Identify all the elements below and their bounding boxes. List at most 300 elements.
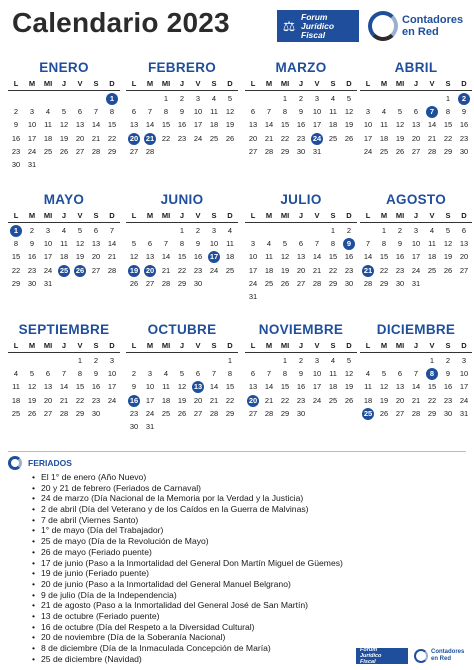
day: 29 bbox=[177, 278, 187, 288]
day: 4 bbox=[61, 226, 67, 235]
day: 18 bbox=[328, 120, 338, 130]
day: 9 bbox=[93, 369, 99, 379]
day: 13 bbox=[296, 252, 306, 262]
weekday-label: M bbox=[146, 79, 154, 88]
empty-day bbox=[392, 355, 408, 368]
day: 6 bbox=[131, 107, 137, 117]
weekday-label: MI bbox=[161, 211, 171, 220]
day: 7 bbox=[163, 239, 169, 249]
weekday-label: M bbox=[146, 211, 154, 220]
day: 13 bbox=[75, 120, 85, 130]
day: 17 bbox=[459, 382, 469, 392]
day: 5 bbox=[445, 226, 451, 235]
day: 22 bbox=[161, 133, 171, 143]
empty-day bbox=[56, 93, 72, 106]
day: 10 bbox=[209, 239, 219, 249]
day: 26 bbox=[443, 265, 453, 275]
holiday-item: • 13 de octubre (Feriado puente) bbox=[32, 611, 466, 622]
day: 23 bbox=[91, 395, 101, 405]
day: 31 bbox=[27, 159, 37, 169]
forum-juridico-fiscal-footer-logo bbox=[356, 648, 408, 664]
day: 1 bbox=[282, 94, 288, 103]
day: 17 bbox=[145, 395, 155, 405]
month-agosto bbox=[360, 190, 472, 291]
day: 12 bbox=[177, 382, 187, 392]
day: 21 bbox=[107, 252, 117, 262]
day: 30 bbox=[395, 278, 405, 288]
month-noviembre bbox=[245, 320, 357, 421]
weekday-header bbox=[126, 340, 238, 353]
day: 4 bbox=[227, 226, 233, 235]
empty-day bbox=[360, 225, 376, 238]
empty-day bbox=[293, 225, 309, 238]
day: 16 bbox=[443, 382, 453, 392]
day: 24 bbox=[312, 395, 322, 405]
weekday-header bbox=[245, 340, 357, 353]
holiday-day: 7 bbox=[426, 106, 438, 118]
day: 7 bbox=[314, 239, 320, 249]
day: 19 bbox=[27, 395, 37, 405]
weekday-label: S bbox=[93, 341, 99, 350]
weekday-label: MI bbox=[280, 211, 290, 220]
day: 18 bbox=[379, 133, 389, 143]
day: 27 bbox=[145, 278, 155, 288]
day: 10 bbox=[411, 239, 421, 249]
day: 1 bbox=[282, 356, 288, 365]
day: 17 bbox=[107, 382, 117, 392]
day: 30 bbox=[27, 278, 37, 288]
day: 21 bbox=[91, 133, 101, 143]
day: 7 bbox=[93, 107, 99, 117]
day: 12 bbox=[379, 382, 389, 392]
weekday-label: S bbox=[330, 211, 336, 220]
day: 7 bbox=[109, 226, 115, 235]
day: 8 bbox=[330, 239, 336, 249]
holidays-list bbox=[32, 472, 466, 664]
brand-contadores-line2: en Red bbox=[402, 26, 439, 38]
holiday-item: • 21 de agosto (Paso a la Inmortalidad del General José de San Martín) bbox=[32, 600, 466, 611]
weekday-label: V bbox=[429, 341, 435, 350]
day: 3 bbox=[45, 226, 51, 235]
day: 26 bbox=[379, 408, 389, 418]
day: 25 bbox=[379, 146, 389, 156]
day: 23 bbox=[395, 265, 405, 275]
day: 28 bbox=[264, 146, 274, 156]
day: 3 bbox=[461, 356, 467, 365]
holiday-item: • 7 de abril (Viernes Santo) bbox=[32, 515, 466, 526]
empty-day bbox=[245, 93, 261, 106]
day: 12 bbox=[395, 120, 405, 130]
day: 17 bbox=[248, 265, 258, 275]
empty-day bbox=[408, 355, 424, 368]
day: 17 bbox=[312, 382, 322, 392]
days-grid bbox=[245, 91, 357, 159]
day: 1 bbox=[77, 356, 83, 365]
day: 25 bbox=[264, 278, 274, 288]
day: 15 bbox=[443, 120, 453, 130]
day: 25 bbox=[161, 408, 171, 418]
day: 13 bbox=[43, 382, 53, 392]
scales-icon: ⚖ bbox=[282, 17, 296, 34]
weekday-label: MI bbox=[43, 79, 53, 88]
day: 17 bbox=[411, 252, 421, 262]
month-name: OCTUBRE bbox=[147, 322, 217, 337]
weekday-label: V bbox=[77, 211, 83, 220]
day: 6 bbox=[93, 226, 99, 235]
weekday-label: D bbox=[461, 341, 467, 350]
day: 19 bbox=[75, 252, 85, 262]
day: 1 bbox=[163, 94, 169, 103]
day: 16 bbox=[11, 133, 21, 143]
day: 12 bbox=[280, 252, 290, 262]
month-name: NOVIEMBRE bbox=[258, 322, 344, 337]
weekday-label: MI bbox=[43, 341, 53, 350]
forum-juridico-fiscal-logo bbox=[277, 10, 359, 42]
day: 11 bbox=[44, 120, 52, 130]
day: 28 bbox=[427, 146, 437, 156]
day: 18 bbox=[427, 252, 437, 262]
empty-day bbox=[56, 355, 72, 368]
day: 21 bbox=[427, 133, 437, 143]
empty-day bbox=[408, 93, 424, 106]
day: 11 bbox=[60, 239, 68, 249]
day: 20 bbox=[43, 395, 53, 405]
day: 24 bbox=[43, 265, 53, 275]
day: 28 bbox=[59, 408, 69, 418]
holiday-day: 25 bbox=[363, 408, 373, 418]
day: 16 bbox=[91, 382, 101, 392]
divider bbox=[8, 451, 466, 452]
day: 4 bbox=[429, 226, 435, 235]
day: 2 bbox=[445, 356, 451, 365]
day: 30 bbox=[344, 278, 354, 288]
day: 14 bbox=[59, 382, 69, 392]
day: 22 bbox=[443, 133, 453, 143]
day: 21 bbox=[411, 395, 421, 405]
day: 7 bbox=[266, 369, 272, 379]
day: 6 bbox=[77, 107, 83, 117]
month-name: JUNIO bbox=[160, 192, 204, 207]
day: 10 bbox=[312, 369, 322, 379]
day: 22 bbox=[379, 265, 389, 275]
weekday-label: MI bbox=[161, 341, 171, 350]
weekday-label: M bbox=[28, 211, 36, 220]
day: 24 bbox=[27, 146, 37, 156]
days-grid bbox=[245, 223, 357, 304]
day: 28 bbox=[264, 408, 274, 418]
footer-contadores-line1: Contadores bbox=[431, 649, 465, 655]
empty-day bbox=[40, 93, 56, 106]
day: 12 bbox=[27, 382, 37, 392]
contadores-en-red-footer-logo bbox=[414, 649, 464, 663]
day: 2 bbox=[179, 94, 185, 103]
day: 15 bbox=[328, 252, 338, 262]
day: 15 bbox=[75, 382, 85, 392]
day: 29 bbox=[328, 278, 338, 288]
weekday-label: MI bbox=[395, 79, 405, 88]
days-grid bbox=[360, 91, 472, 159]
weekday-label: M bbox=[380, 79, 388, 88]
day: 23 bbox=[193, 265, 203, 275]
weekday-label: D bbox=[461, 79, 467, 88]
day: 21 bbox=[161, 265, 171, 275]
empty-day bbox=[40, 355, 56, 368]
day: 5 bbox=[227, 94, 233, 103]
month-julio bbox=[245, 190, 357, 304]
weekday-label: S bbox=[445, 341, 451, 350]
day: 31 bbox=[459, 408, 469, 418]
day: 26 bbox=[27, 408, 37, 418]
holiday-item: • 20 de noviembre (Día de la Soberanía Nacional) bbox=[32, 632, 466, 643]
day: 18 bbox=[43, 133, 53, 143]
holiday-item: • 20 y 21 de febrero (Feriados de Carnaval) bbox=[32, 483, 466, 494]
footer-contadores-line2: en Red bbox=[431, 656, 452, 662]
day: 19 bbox=[280, 265, 290, 275]
empty-day bbox=[72, 93, 88, 106]
empty-day bbox=[245, 225, 261, 238]
day: 31 bbox=[145, 421, 155, 431]
day: 13 bbox=[129, 120, 139, 130]
day: 1 bbox=[445, 94, 451, 103]
day: 29 bbox=[11, 278, 21, 288]
days-grid bbox=[8, 91, 120, 172]
day: 9 bbox=[195, 239, 201, 249]
day: 12 bbox=[225, 107, 235, 117]
day: 19 bbox=[344, 382, 354, 392]
day: 2 bbox=[346, 226, 352, 235]
weekday-label: J bbox=[298, 341, 304, 350]
day: 18 bbox=[363, 395, 373, 405]
holiday-day: 9 bbox=[343, 238, 355, 250]
empty-day bbox=[206, 355, 222, 368]
holiday-item: • 26 de mayo (Feriado puente) bbox=[32, 547, 466, 558]
day: 9 bbox=[131, 382, 137, 392]
weekday-header bbox=[360, 340, 472, 353]
day: 24 bbox=[363, 146, 373, 156]
day: 16 bbox=[177, 120, 187, 130]
weekday-label: L bbox=[365, 79, 371, 88]
month-name: ENERO bbox=[39, 60, 89, 75]
day: 22 bbox=[427, 395, 437, 405]
day: 29 bbox=[443, 146, 453, 156]
day: 8 bbox=[179, 239, 185, 249]
day: 15 bbox=[280, 382, 290, 392]
day: 15 bbox=[280, 120, 290, 130]
holiday-day: 20 bbox=[129, 133, 139, 143]
empty-day bbox=[309, 225, 325, 238]
day: 4 bbox=[365, 369, 371, 379]
weekday-label: D bbox=[109, 79, 115, 88]
weekday-label: D bbox=[109, 341, 115, 350]
day: 24 bbox=[193, 133, 203, 143]
day: 21 bbox=[209, 395, 219, 405]
day: 23 bbox=[296, 395, 306, 405]
empty-day bbox=[142, 225, 158, 238]
day: 10 bbox=[107, 369, 117, 379]
day: 23 bbox=[129, 408, 139, 418]
empty-day bbox=[174, 355, 190, 368]
weekday-label: S bbox=[93, 211, 99, 220]
day: 20 bbox=[91, 252, 101, 262]
day: 2 bbox=[93, 356, 99, 365]
footer-forum-line1: Forum bbox=[360, 647, 378, 653]
weekday-label: V bbox=[314, 341, 320, 350]
weekday-header bbox=[360, 210, 472, 223]
days-grid bbox=[8, 353, 120, 421]
day: 24 bbox=[107, 395, 117, 405]
empty-day bbox=[376, 355, 392, 368]
day: 30 bbox=[193, 278, 203, 288]
footer-forum-line3: Fiscal bbox=[360, 659, 376, 665]
day: 30 bbox=[443, 408, 453, 418]
day: 8 bbox=[109, 107, 115, 117]
day: 26 bbox=[344, 133, 354, 143]
day: 10 bbox=[43, 239, 53, 249]
day: 18 bbox=[11, 395, 21, 405]
weekday-label: L bbox=[250, 341, 256, 350]
day: 13 bbox=[411, 120, 421, 130]
day: 11 bbox=[380, 120, 388, 130]
header bbox=[0, 0, 474, 52]
day: 20 bbox=[395, 395, 405, 405]
weekday-header bbox=[245, 210, 357, 223]
day: 9 bbox=[298, 369, 304, 379]
day: 28 bbox=[91, 146, 101, 156]
day: 16 bbox=[395, 252, 405, 262]
day: 24 bbox=[459, 395, 469, 405]
month-marzo bbox=[245, 58, 357, 159]
holiday-day: 2 bbox=[458, 93, 470, 105]
days-grid bbox=[360, 223, 472, 291]
day: 19 bbox=[379, 395, 389, 405]
weekday-label: J bbox=[179, 211, 185, 220]
weekday-label: L bbox=[365, 211, 371, 220]
day: 3 bbox=[109, 356, 115, 365]
day: 17 bbox=[27, 133, 37, 143]
day: 19 bbox=[59, 133, 69, 143]
empty-day bbox=[360, 355, 376, 368]
weekday-label: M bbox=[380, 341, 388, 350]
day: 5 bbox=[179, 369, 185, 379]
page-title: Calendario 2023 bbox=[12, 7, 230, 38]
weekday-label: MI bbox=[395, 341, 405, 350]
day: 30 bbox=[129, 421, 139, 431]
day: 26 bbox=[280, 278, 290, 288]
day: 26 bbox=[225, 133, 235, 143]
empty-day bbox=[8, 355, 24, 368]
weekday-header bbox=[8, 210, 120, 223]
holiday-day: 20 bbox=[248, 395, 258, 405]
day: 15 bbox=[225, 382, 235, 392]
day: 10 bbox=[363, 120, 373, 130]
day: 30 bbox=[296, 408, 306, 418]
day: 27 bbox=[193, 408, 203, 418]
day: 8 bbox=[282, 369, 288, 379]
brand-forum-line3: Fiscal bbox=[301, 29, 326, 40]
weekday-label: J bbox=[61, 79, 67, 88]
day: 3 bbox=[147, 369, 153, 379]
day: 22 bbox=[11, 265, 21, 275]
holidays-section bbox=[8, 456, 466, 664]
weekday-label: V bbox=[314, 79, 320, 88]
day: 24 bbox=[411, 265, 421, 275]
day: 2 bbox=[13, 107, 19, 117]
day: 16 bbox=[296, 382, 306, 392]
weekday-label: J bbox=[413, 211, 419, 220]
day: 22 bbox=[177, 265, 187, 275]
day: 2 bbox=[29, 226, 35, 235]
holiday-item: • 25 de mayo (Día de la Revolución de Mayo) bbox=[32, 536, 466, 547]
day: 10 bbox=[145, 382, 155, 392]
day: 7 bbox=[413, 369, 419, 379]
day: 28 bbox=[145, 146, 155, 156]
day: 1 bbox=[179, 226, 185, 235]
empty-day bbox=[392, 93, 408, 106]
day: 3 bbox=[29, 107, 35, 117]
weekday-label: M bbox=[265, 211, 273, 220]
weekday-label: M bbox=[28, 79, 36, 88]
day: 13 bbox=[248, 382, 258, 392]
day: 17 bbox=[312, 120, 322, 130]
contadores-en-red-logo bbox=[368, 8, 463, 44]
weekday-label: D bbox=[346, 341, 352, 350]
weekday-label: J bbox=[413, 341, 419, 350]
day: 30 bbox=[91, 408, 101, 418]
weekday-label: MI bbox=[161, 79, 171, 88]
day: 2 bbox=[131, 369, 137, 379]
day: 1 bbox=[330, 226, 336, 235]
day: 20 bbox=[411, 133, 421, 143]
empty-day bbox=[261, 225, 277, 238]
day: 4 bbox=[45, 107, 51, 117]
day: 29 bbox=[280, 408, 290, 418]
day: 18 bbox=[161, 395, 171, 405]
empty-day bbox=[8, 93, 24, 106]
weekday-label: S bbox=[211, 211, 217, 220]
empty-day bbox=[360, 93, 376, 106]
day: 12 bbox=[344, 107, 354, 117]
day: 24 bbox=[145, 408, 155, 418]
weekday-label: V bbox=[195, 341, 201, 350]
day: 6 bbox=[397, 369, 403, 379]
day: 12 bbox=[59, 120, 69, 130]
day: 14 bbox=[161, 252, 171, 262]
day: 4 bbox=[266, 239, 272, 249]
weekday-label: J bbox=[298, 211, 304, 220]
weekday-header bbox=[8, 340, 120, 353]
holidays-title: FERIADOS bbox=[28, 458, 72, 468]
day: 25 bbox=[225, 265, 235, 275]
day: 22 bbox=[107, 133, 117, 143]
holiday-day: 1 bbox=[106, 93, 118, 105]
day: 28 bbox=[312, 278, 322, 288]
weekday-label: V bbox=[314, 211, 320, 220]
day: 16 bbox=[344, 252, 354, 262]
days-grid bbox=[126, 223, 238, 291]
day: 20 bbox=[248, 133, 258, 143]
day: 22 bbox=[280, 133, 290, 143]
month-septiembre bbox=[8, 320, 120, 421]
weekday-label: J bbox=[61, 341, 67, 350]
weekday-label: V bbox=[77, 341, 83, 350]
day: 4 bbox=[13, 369, 19, 379]
holiday-day: 17 bbox=[209, 252, 219, 262]
day: 8 bbox=[381, 239, 387, 249]
day: 21 bbox=[59, 395, 69, 405]
day: 9 bbox=[397, 239, 403, 249]
brand-forum-line2: Jurídico bbox=[301, 20, 335, 31]
day: 23 bbox=[443, 395, 453, 405]
